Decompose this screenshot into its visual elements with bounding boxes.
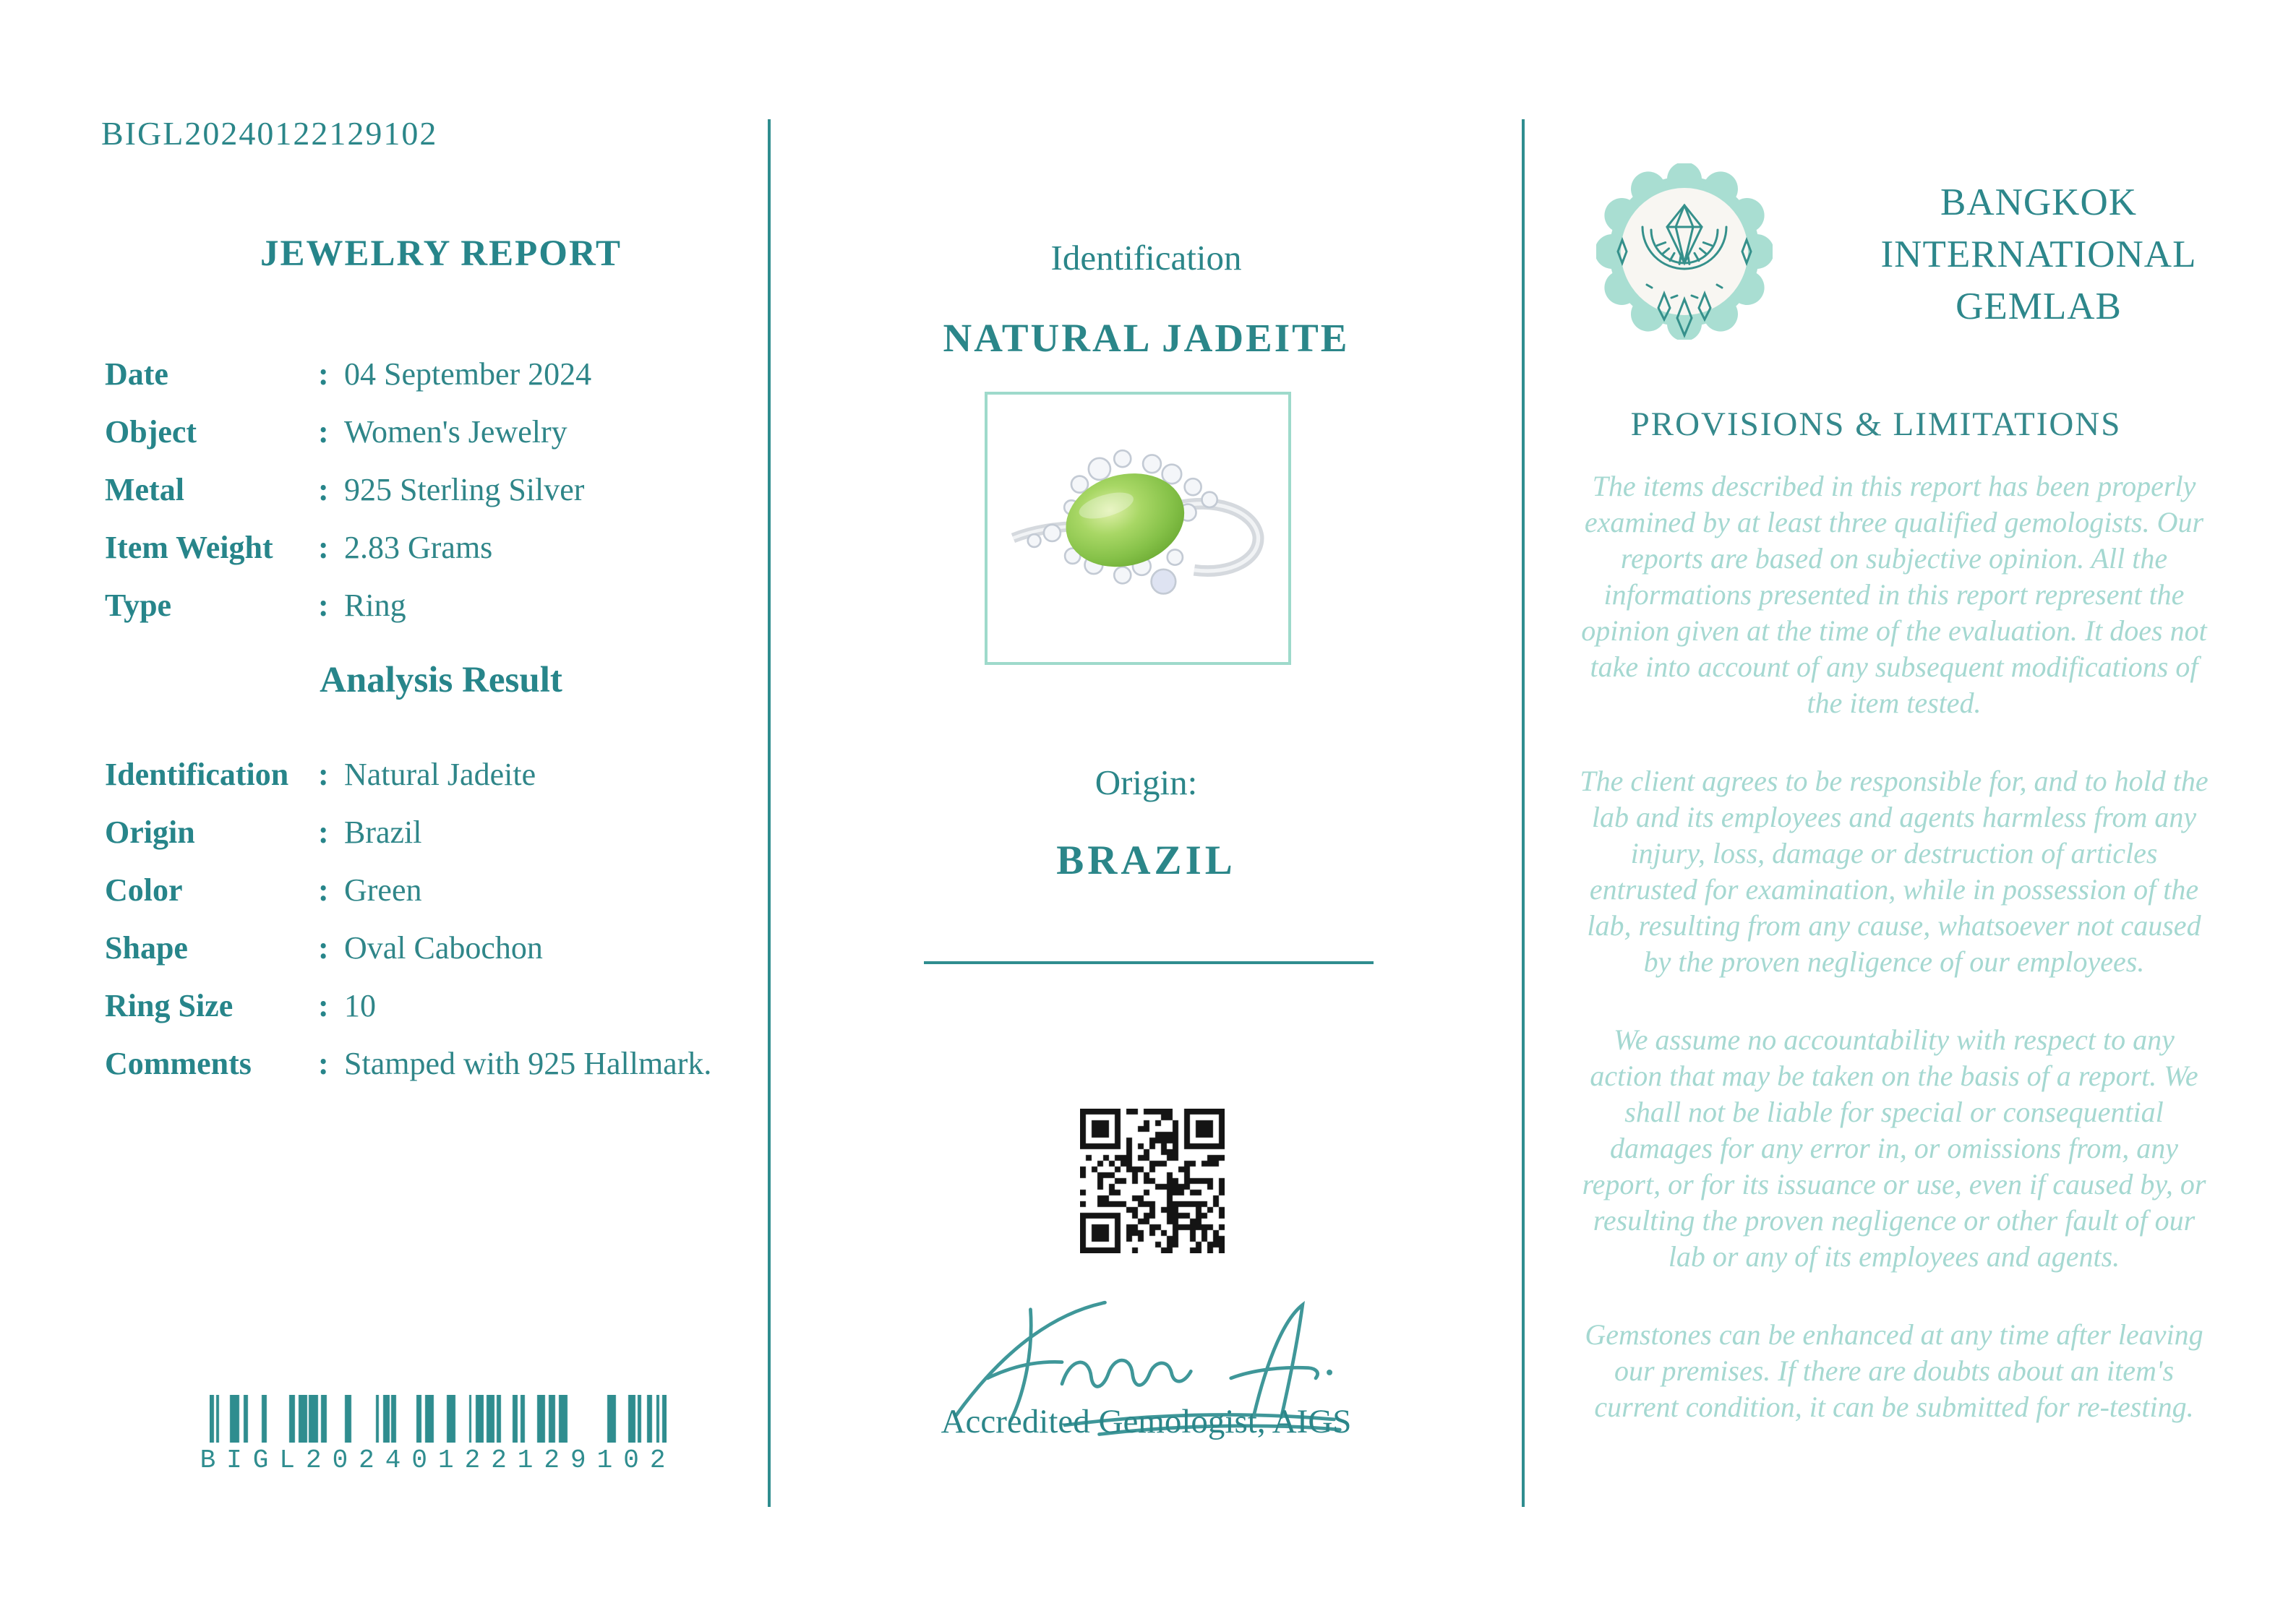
provision-paragraph: The items described in this report has been properly examined by at least three qualified gemologists. Our reports are based on subjective opinion. All the informations presented in this report represent the opinion given at the time of the evaluation. It does not take into account of any subsequent modifications of the item tested. xyxy=(1581,470,2207,719)
field-colon: : xyxy=(318,588,329,623)
field-row-type xyxy=(105,587,777,624)
analysis-result-title: Analysis Result xyxy=(320,660,562,700)
field-label: Type xyxy=(105,588,172,623)
field-label: Comments xyxy=(105,1046,252,1081)
provisions-body xyxy=(1576,468,2212,1467)
lab-name-line: BANGKOK xyxy=(1940,181,2137,223)
field-label: Object xyxy=(105,414,197,450)
field-value: Women's Jewelry xyxy=(344,414,567,450)
barcode xyxy=(210,1395,667,1443)
report-number: BIGL20240122129102 xyxy=(101,115,438,152)
field-colon: : xyxy=(318,872,329,908)
lab-name-line: INTERNATIONAL xyxy=(1880,233,2197,275)
field-colon: : xyxy=(318,988,329,1023)
field-value: Stamped with 925 Hallmark. xyxy=(344,1046,712,1081)
field-row-date xyxy=(105,356,777,392)
field-label: Metal xyxy=(105,472,184,507)
field-colon: : xyxy=(318,930,329,966)
provision-paragraph: We assume no accountability with respect to any action that may be taken on the basis of a report. We shall not be liable for special or consequential damages for any error in, or omissions from, any report, or for its issuance or use, even if caused by, or resulting the proven negligence or other fault of our lab or any of its employees and agents. xyxy=(1582,1023,2206,1273)
ring-photo-box xyxy=(985,392,1291,665)
field-label: Ring Size xyxy=(105,988,234,1023)
provision-paragraph: Gemstones can be enhanced at any time after leaving our premises. If there are doubts about an item's current condition, it can be submitted for re-testing. xyxy=(1585,1318,2203,1423)
field-label: Origin xyxy=(105,815,195,850)
lab-name xyxy=(1807,176,2270,332)
field-value: 04 September 2024 xyxy=(344,356,592,392)
origin-divider xyxy=(924,961,1374,964)
ring-photo xyxy=(1003,429,1272,619)
field-value: Oval Cabochon xyxy=(344,930,543,966)
field-colon: : xyxy=(318,356,329,392)
field-value: 2.83 Grams xyxy=(344,530,493,565)
barcode-text: BIGL20240122129102 xyxy=(200,1445,677,1475)
field-value: Brazil xyxy=(344,815,422,850)
field-row-metal xyxy=(105,471,777,508)
field-value: Ring xyxy=(344,588,406,623)
field-value: Natural Jadeite xyxy=(344,757,536,792)
field-value: 10 xyxy=(344,988,376,1023)
origin-label: Origin: xyxy=(1095,762,1198,802)
gem-name: NATURAL JADEITE xyxy=(943,316,1350,360)
field-row-object xyxy=(105,413,777,450)
provisions-title: PROVISIONS & LIMITATIONS xyxy=(1630,405,2122,443)
field-label: Date xyxy=(105,356,168,392)
field-colon: : xyxy=(318,530,329,565)
field-label: Color xyxy=(105,872,183,908)
qr-code xyxy=(1080,1109,1225,1253)
field-colon: : xyxy=(318,1046,329,1081)
provision-paragraph: The client agrees to be responsible for, and to hold the lab and its employees and agents harmless from any injury, loss, damage or destruction of articles entrusted for examination, while in possession of the lab, resulting from any cause, whatsoever not caused by the proven negligence of our employees. xyxy=(1580,765,2209,978)
field-row-identification xyxy=(105,756,777,793)
field-colon: : xyxy=(318,757,329,792)
field-row-item-weight xyxy=(105,529,777,566)
field-colon: : xyxy=(318,414,329,450)
identification-section-title: Identification xyxy=(1050,238,1242,278)
field-row-ring-size xyxy=(105,987,777,1024)
field-row-shape xyxy=(105,929,777,966)
field-label: Shape xyxy=(105,930,188,966)
gemologist-title: Accredited Gemologist, AIGS xyxy=(941,1403,1352,1440)
column-divider-right xyxy=(1522,119,1525,1507)
field-label: Item Weight xyxy=(105,530,273,565)
field-row-color xyxy=(105,872,777,908)
origin-value: BRAZIL xyxy=(1056,838,1236,883)
field-value: 925 Sterling Silver xyxy=(344,472,585,507)
gemlab-logo-icon xyxy=(1596,163,1773,340)
lab-name-line: GEMLAB xyxy=(1956,285,2122,327)
field-value: Green xyxy=(344,872,422,908)
field-label: Identification xyxy=(105,757,289,792)
field-colon: : xyxy=(318,815,329,850)
field-colon: : xyxy=(318,472,329,507)
report-title: JEWELRY REPORT xyxy=(260,233,622,274)
field-row-comments xyxy=(105,1045,777,1082)
field-row-origin xyxy=(105,814,777,851)
